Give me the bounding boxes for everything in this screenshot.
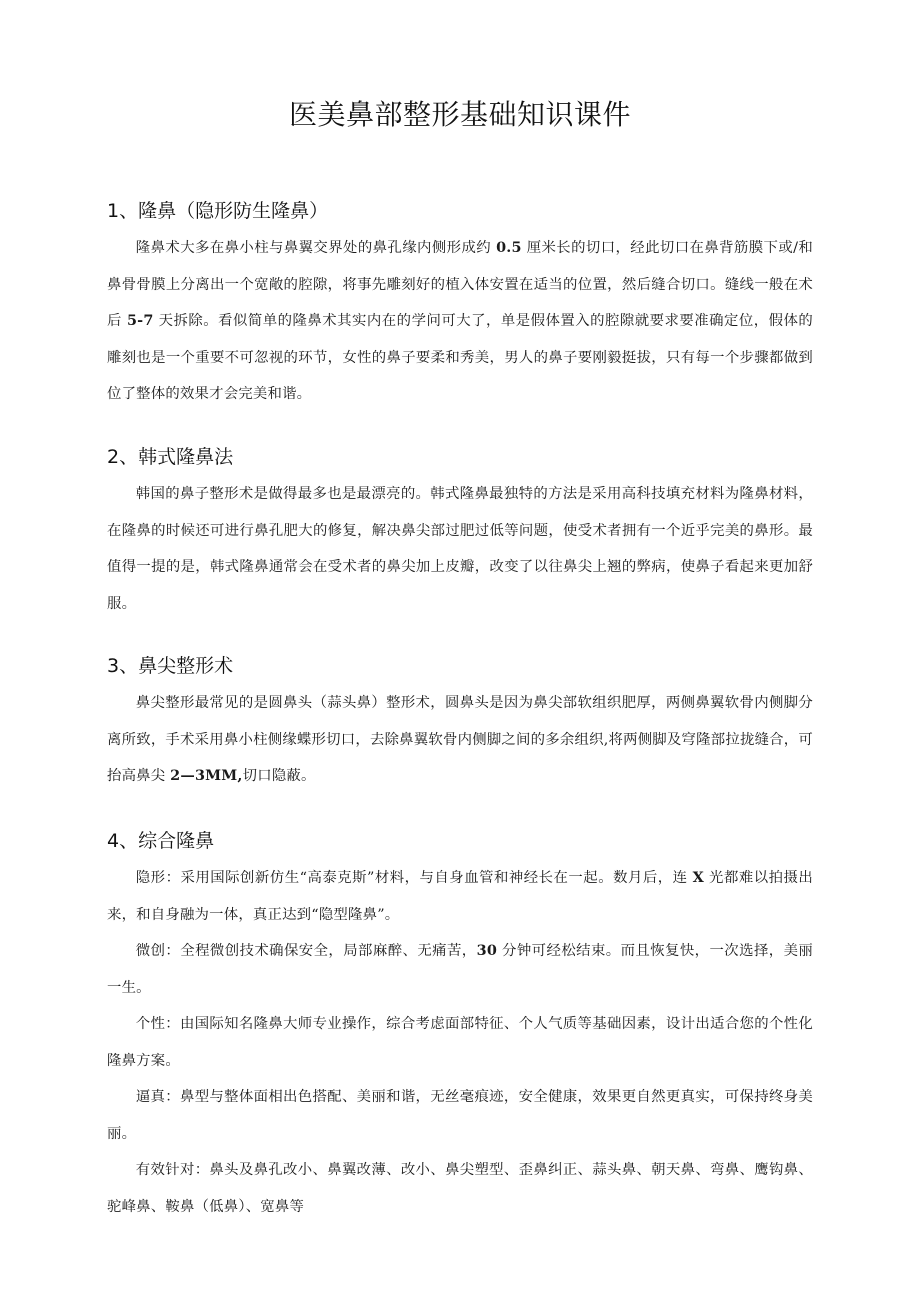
- text-run: 分钟可经松结束。而且恢复快，一次选择，美丽一生。: [107, 943, 813, 996]
- text-run: 逼真：鼻型与整体面相出色搭配、美丽和谐，无丝毫痕迹，安全健康，效果更自然更真实，可保持终身美丽。: [107, 1089, 813, 1142]
- document-title: 医美鼻部整形基础知识课件: [288, 98, 631, 131]
- section-korean-rhinoplasty: [107, 444, 813, 622]
- text-run: 微创：全程微创技术确保安全，局部麻醉、无痛苦，: [135, 943, 477, 959]
- text-run: 鼻尖整形最常见的是圆鼻头（蒜头鼻）整形术，圆鼻头是因为鼻尖部软组织肥厚，两侧鼻翼软骨内侧脚分离所致，手术采用鼻小柱侧缘蝶形切口，去除鼻翼软骨内侧脚之间的多余组织,将两侧脚及穹隆部拉拢缝合，可抬高鼻尖: [107, 695, 813, 784]
- section-comprehensive: [107, 828, 813, 1225]
- text-run-bold: 30: [476, 942, 498, 959]
- section-heading: 1、隆鼻（隐形防生隆鼻）: [107, 200, 329, 222]
- text-run-bold: 5-7: [126, 312, 154, 329]
- paragraph-invisible: [107, 860, 813, 933]
- text-run: 隆鼻术大多在鼻小柱与鼻翼交界处的鼻孔缘内侧形成约: [135, 240, 497, 256]
- section-rhinoplasty: [107, 198, 813, 413]
- paragraph-minimally-invasive: [107, 933, 813, 1006]
- text-run: 光都难以拍摄出来，和自身融为一体，真正达到“隐型隆鼻”。: [107, 870, 813, 923]
- text-run-bold: 0.5: [496, 239, 522, 256]
- text-run-bold: X: [692, 869, 704, 886]
- text-run: 个性：由国际知名隆鼻大师专业操作，综合考虑面部特征、个人气质等基础因素，设计出适合您的个性化隆鼻方案。: [107, 1016, 813, 1069]
- text-run: 韩国的鼻子整形术是做得最多也是最漂亮的。韩式隆鼻最独特的方法是采用高科技填充材料为隆鼻材料，在隆鼻的时候还可进行鼻孔肥大的修复，解决鼻尖部过肥过低等问题，使受术者拥有一个近乎完美的鼻形。最值得一提的是，韩式隆鼻通常会在受术者的鼻尖加上皮瓣，改变了以往鼻尖上翘的弊病，使鼻子看起来更加舒服。: [107, 486, 813, 612]
- paragraph: [107, 685, 813, 795]
- section-nose-tip: [107, 653, 813, 795]
- paragraph-personalized: [107, 1006, 813, 1079]
- text-run: 厘米长的切口，经此切口在鼻背筋膜下或/和鼻骨骨膜上分离出一个宽敞的腔隙，将事先雕刻好的植入体安置在适当的位置，然后缝合切口。缝线一般在术后: [107, 240, 813, 329]
- text-run: 有效针对：鼻头及鼻孔改小、鼻翼改薄、改小、鼻尖塑型、歪鼻纠正、蒜头鼻、朝天鼻、弯鼻、鹰钩鼻、驼峰鼻、鞍鼻（低鼻）、宽鼻等: [107, 1162, 813, 1215]
- text-run: 切口隐蔽。: [242, 768, 316, 784]
- paragraph: [107, 230, 813, 413]
- section-heading: 2、韩式隆鼻法: [107, 446, 234, 468]
- paragraph: [107, 476, 813, 622]
- section-heading: 4、综合隆鼻: [107, 830, 215, 852]
- section-heading: 3、鼻尖整形术: [107, 655, 234, 677]
- text-run: 天拆除。看似简单的隆鼻术其实内在的学问可大了，单是假体置入的腔隙就要求要准确定位，假体的雕刻也是一个重要不可忽视的环节，女性的鼻子要柔和秀美，男人的鼻子要刚毅挺拔，只有每一个步骤都做到位了整体的效果才会完美和谐。: [107, 313, 814, 402]
- paragraph-realistic: [107, 1079, 813, 1152]
- paragraph-indications: [107, 1152, 813, 1225]
- text-run: 隐形：采用国际创新仿生“高泰克斯”材料，与自身血管和神经长在一起。数月后，连: [135, 870, 693, 886]
- text-run-bold: 2—3MM,: [170, 767, 243, 784]
